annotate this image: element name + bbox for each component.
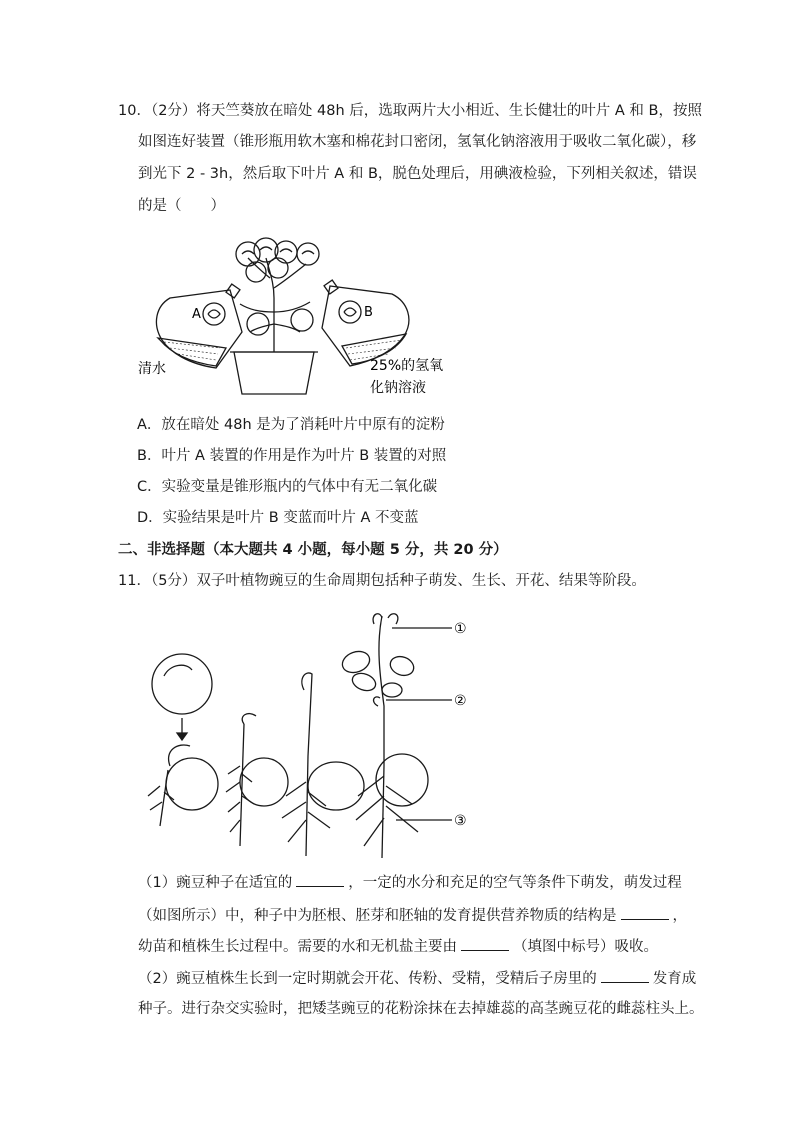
q11-part2-line-1 [138,968,696,989]
callout-1: ① [454,621,467,637]
q10-stem-line-2: 如图连好装置（锥形瓶用软木塞和棉花封口密闭，氢氧化钠溶液用于吸收二氧化碳），移 [138,134,697,150]
q11-part2-text-b: 发育成 [652,971,697,987]
q11-part1-text-c: （如图所示）中，种子中为胚根、胚芽和胚轴的发育提供营养物质的结构是 [138,908,617,924]
label-leaf-b: B [364,305,373,320]
answer-blank-3[interactable] [461,936,509,951]
answer-blank-4[interactable] [601,968,649,983]
label-clear-water: 清水 [138,361,166,377]
callout-2: ② [454,693,467,709]
q10-option-d: D．实验结果是叶片 B 变蓝而叶片 A 不变蓝 [137,510,419,526]
label-leaf-a: A [192,307,201,322]
q11-part1-line-3 [138,936,658,957]
q10-option-c: C．实验变量是锥形瓶内的气体中有无二氧化碳 [137,479,438,495]
q11-part2-text-a: （2）豌豆植株生长到一定时期就会开花、传粉、受精，受精后子房里的 [138,971,597,987]
q10-option-a: A．放在暗处 48h 是为了消耗叶片中原有的淀粉 [137,417,445,433]
answer-blank-1[interactable] [296,872,344,887]
label-naoh-line-1: 25%的氢氧 [370,358,444,374]
q11-stem: 11．（5分）双子叶植物豌豆的生命周期包括种子萌发、生长、开花、结果等阶段。 [118,573,646,589]
q10-stem-line-3: 到光下 2 - 3h，然后取下叶片 A 和 B，脱色处理后，用碘液检验，下列相关叙述，错误 [138,166,697,182]
q11-germination-figure [130,606,480,862]
q11-part2-line-2: 种子。进行杂交实验时，把矮茎豌豆的花粉涂抹在去掉雄蕊的高茎豌豆花的雌蕊柱头上。 [138,1001,704,1017]
callout-3: ③ [454,813,467,829]
q10-option-b: B．叶片 A 装置的作用是作为叶片 B 装置的对照 [137,448,447,464]
q10-experiment-figure [130,228,470,408]
q10-stem-line-1: 10．（2分）将天竺葵放在暗处 48h 后，选取两片大小相近、生长健壮的叶片 A 和 B，按照 [118,103,702,119]
answer-blank-2[interactable] [621,905,669,920]
q11-part1-line-2 [138,905,687,926]
q10-stem-line-4: 的是（ ） [138,198,225,214]
q11-part1-text-a: （1）豌豆种子在适宜的 [138,875,293,891]
q11-part1-text-b: ，一定的水分和充足的空气等条件下萌发，萌发过程 [348,875,682,891]
q11-part1-text-f: （填图中标号）吸收。 [513,939,658,955]
q11-part1-text-d: ， [672,908,687,924]
q11-part1-text-e: 幼苗和植株生长过程中。需要的水和无机盐主要由 [138,939,457,955]
q11-part1-line-1 [138,872,682,893]
section-heading: 二、非选择题（本大题共 4 小题，每小题 5 分，共 20 分） [118,542,508,558]
label-naoh-line-2: 化钠溶液 [370,380,426,396]
geranium-leaves [236,238,319,335]
